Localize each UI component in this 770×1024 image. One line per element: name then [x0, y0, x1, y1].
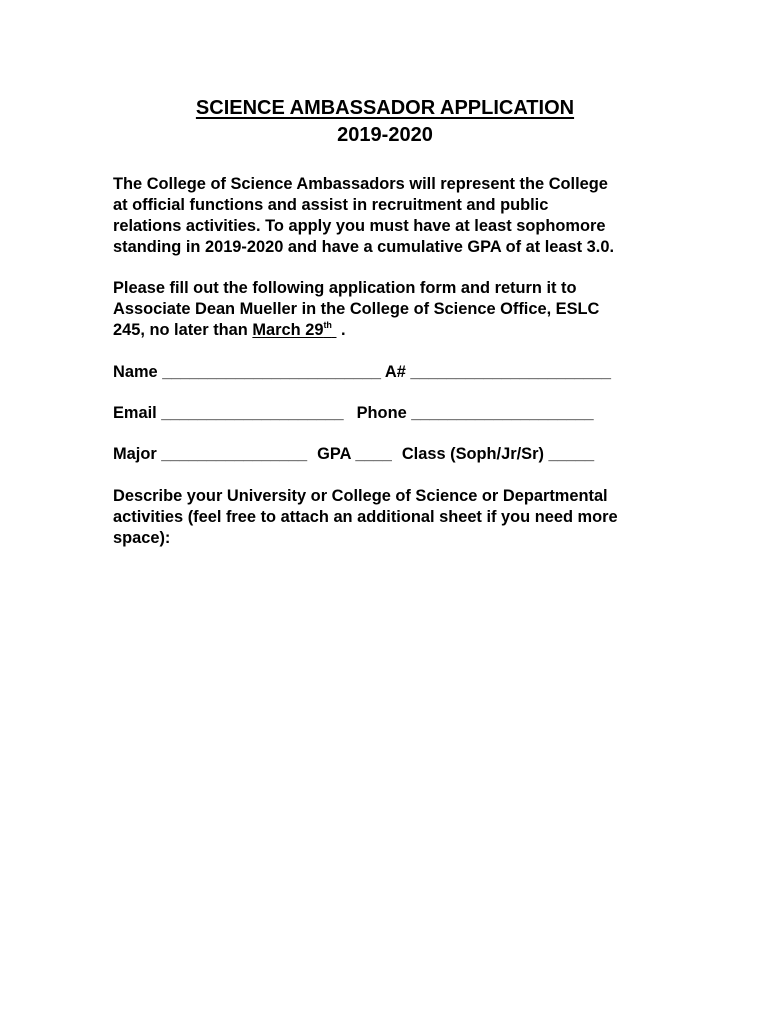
deadline-date: [252, 321, 336, 339]
name-field[interactable]: Name ________________________: [113, 363, 381, 381]
deadline-prefix: 245, no later than: [113, 321, 253, 339]
intro-line: The College of Science Ambassadors will represent the College: [113, 175, 608, 193]
academic-year: 2019-2020: [337, 124, 433, 146]
gpa-field[interactable]: GPA ____: [317, 445, 392, 463]
intro-line: relations activities. To apply you must have at least sophomore: [113, 217, 606, 235]
instructions-line: Associate Dean Mueller in the College of Science Office, ESLC: [113, 300, 600, 318]
instructions-line-deadline: [113, 320, 673, 341]
deadline-end: .: [336, 321, 346, 339]
intro-line: at official functions and assist in recruitment and public: [113, 196, 549, 214]
activities-line: Describe your University or College of Science or Departmental: [113, 487, 608, 505]
contact-row: [113, 403, 594, 424]
activities-line: space):: [113, 529, 171, 547]
activities-line: activities (feel free to attach an additional sheet if you need more: [113, 508, 618, 526]
deadline-text: March 29: [252, 321, 324, 339]
name-row: [113, 362, 611, 383]
phone-field[interactable]: Phone ____________________: [356, 404, 594, 422]
activities-prompt: [113, 486, 673, 549]
deadline-ordinal: th: [323, 320, 332, 330]
academic-row: [113, 444, 594, 465]
title-text: SCIENCE AMBASSADOR APPLICATION: [195, 97, 575, 119]
major-field[interactable]: Major ________________: [113, 445, 308, 463]
document-title: [0, 95, 770, 121]
anumber-field[interactable]: A# ______________________: [380, 363, 611, 381]
intro-paragraph: [113, 174, 673, 258]
intro-line: standing in 2019-2020 and have a cumulative GPA of at least 3.0.: [113, 238, 615, 256]
class-field[interactable]: Class (Soph/Jr/Sr) _____: [401, 445, 595, 463]
instructions-line: Please fill out the following application form and return it to: [113, 279, 577, 297]
email-field[interactable]: Email ____________________: [113, 404, 344, 422]
instructions-paragraph: [113, 278, 673, 341]
